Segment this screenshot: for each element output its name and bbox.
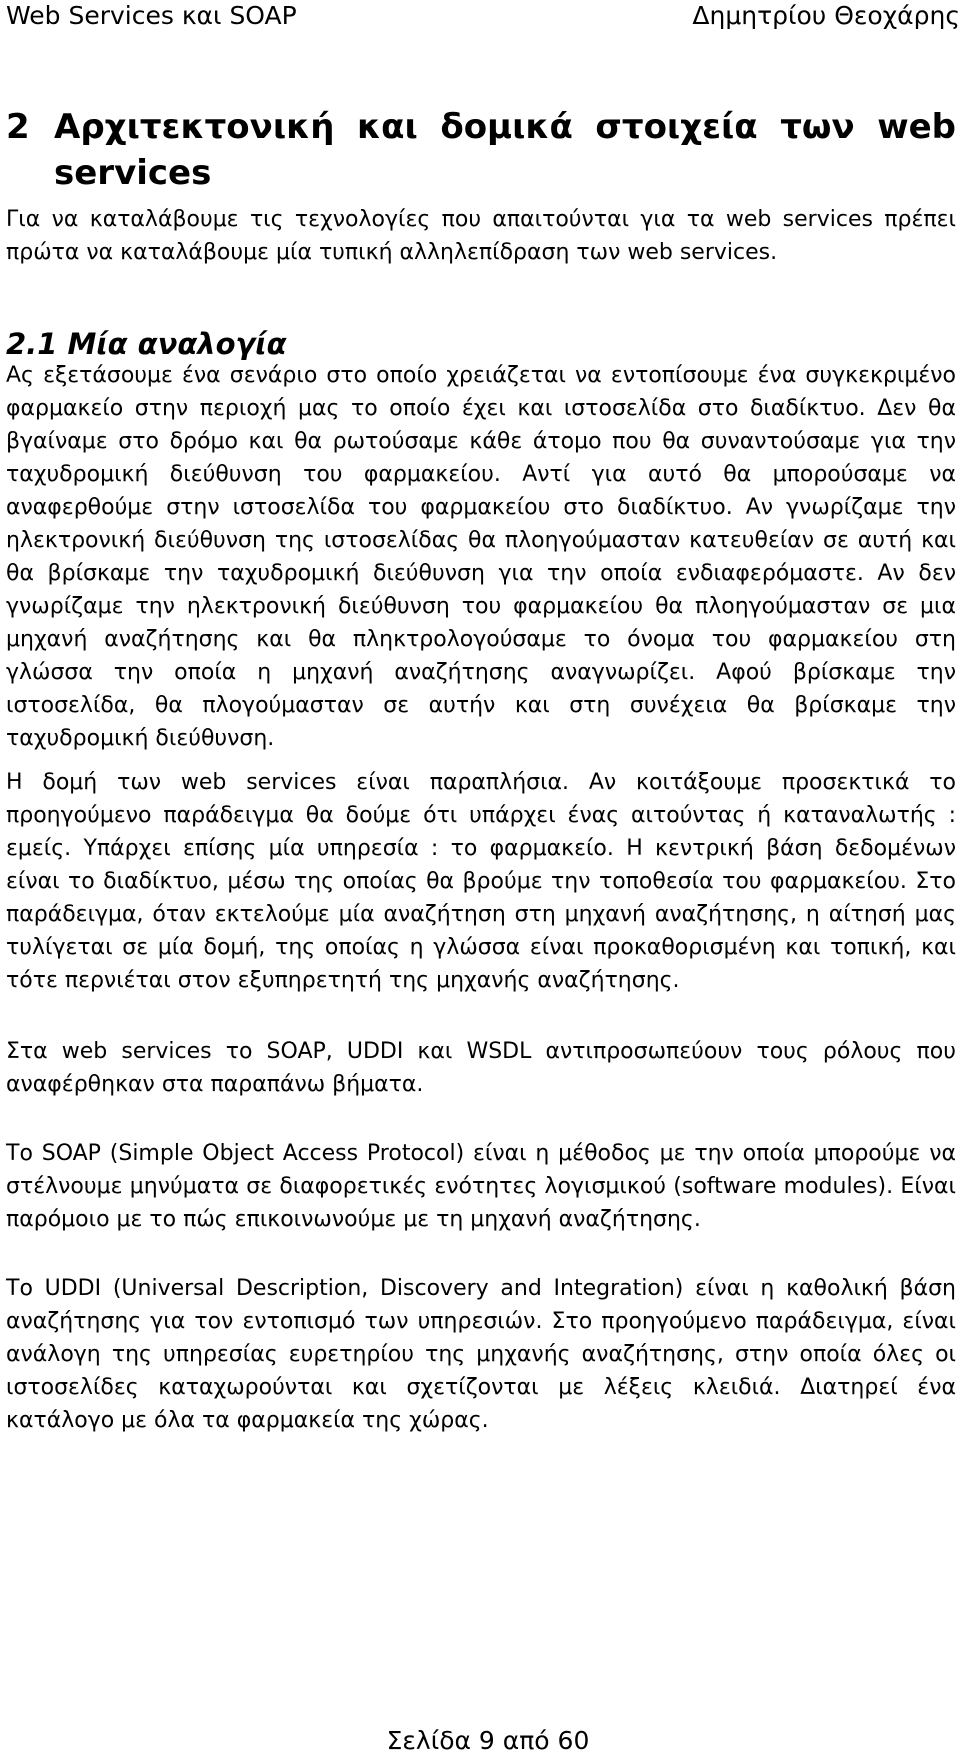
header-document-title: Web Services και SOAP: [6, 1, 297, 30]
paragraph-soap: Το SOAP (Simple Object Access Protocol) είναι η μέθοδος με την οποία μπορούμε να στέλνουμε μηνύματα σε διαφορετικές ενότητες λογισμικού (software modules). Είναι παρόμοιο με το πώς επικοινωνούμε με τη μηχανή αναζήτησης.: [6, 1141, 956, 1232]
running-header: [0, 0, 960, 34]
section-title-line2: services: [54, 153, 212, 193]
section-title-line1: Αρχιτεκτονική και δομικά στοιχεία των web: [54, 107, 956, 147]
paragraph-roles: Στα web services το SOAP, UDDI και WSDL αντιπροσωπεύουν τους ρόλους που αναφέρθηκαν στα παραπάνω βήματα.: [6, 1039, 956, 1097]
section-heading: [6, 104, 956, 196]
paragraph-structure: Η δομή των web services είναι παραπλήσια. Αν κοιτάξουμε προσεκτικά το προηγούμενο παράδειγμα θα δούμε ότι υπάρχει ένας αιτούντας ή καταναλωτής : εμείς. Υπάρχει επίσης μία υπηρεσία : το φαρμακείο. Η κεντρική βάση δεδομένων είναι το διαδίκτυο, μέσω της οποίας θα βρούμε την τοποθεσία του φαρμακείου. Στο παράδειγμα, όταν εκτελούμε μία αναζήτηση στη μηχανή αναζήτησης, η αίτησή μας τυλίγεται σε μία δομή, της οποίας η γλώσσα είναι προκαθορισμένη και τοπική, και τότε περνιέται στον εξυπηρετητή της μηχανής αναζήτησης.: [6, 770, 956, 993]
page-number-footer: Σελίδα 9 από 60: [386, 1726, 590, 1755]
section-number: 2: [6, 107, 30, 147]
subsection-heading: 2.1 Μία αναλογία: [6, 327, 287, 361]
section-title: [54, 104, 956, 196]
paragraph-analogy: Ας εξετάσουμε ένα σενάριο στο οποίο χρειάζεται να εντοπίσουμε ένα συγκεκριμένο φαρμακείο στην περιοχή μας το οποίο έχει και ιστοσελίδα στο διαδίκτυο. Δεν θα βγαίναμε στο δρόμο και θα ρωτούσαμε κάθε άτομο που θα συναντούσαμε για την ταχυδρομική διεύθυνση του φαρμακείου. Αντί για αυτό θα μπορούσαμε να αναφερθούμε στην ιστοσελίδα του φαρμακείου στο διαδίκτυο. Αν γνωρίζαμε την ηλεκτρονική διεύθυνση της ιστοσελίδας θα πλοηγούμασταν κατευθείαν σε αυτή και θα βρίσκαμε την ταχυδρομική διεύθυνση για την οποία ενδιαφερόμαστε. Αν δεν γνωρίζαμε την ηλεκτρονική διεύθυνση του φαρμακείου θα πλοηγούμασταν σε μια μηχανή αναζήτησης και θα πληκτρολογούσαμε το όνομα του φαρμακείου στη γλώσσα την οποία η μηχανή αναζήτησης αναγνωρίζει. Αφού βρίσκαμε την ιστοσελίδα, θα πλογούμασταν σε αυτήν και στη συνέχεια θα βρίσκαμε την ταχυδρομική διεύθυνση.: [6, 363, 956, 751]
section-intro-paragraph: Για να καταλάβουμε τις τεχνολογίες που απαιτούνται για τα web services πρέπει πρώτα να καταλάβουμε μία τυπική αλληλεπίδραση των web services.: [6, 207, 956, 265]
header-author: Δημητρίου Θεοχάρης: [692, 1, 960, 30]
paragraph-uddi: Το UDDI (Universal Description, Discovery and Integration) είναι η καθολική βάση αναζήτησης για τον εντοπισμό των υπηρεσιών. Στο προηγούμενο παράδειγμα, είναι ανάλογη της υπηρεσίας ευρετηρίου της μηχανής αναζήτησης, στην οποία όλες οι ιστοσελίδες καταχωρούνται και σχετίζονται με λέξεις κλειδιά. Διατηρεί ένα κατάλογο με όλα τα φαρμακεία της χώρας.: [6, 1276, 956, 1433]
